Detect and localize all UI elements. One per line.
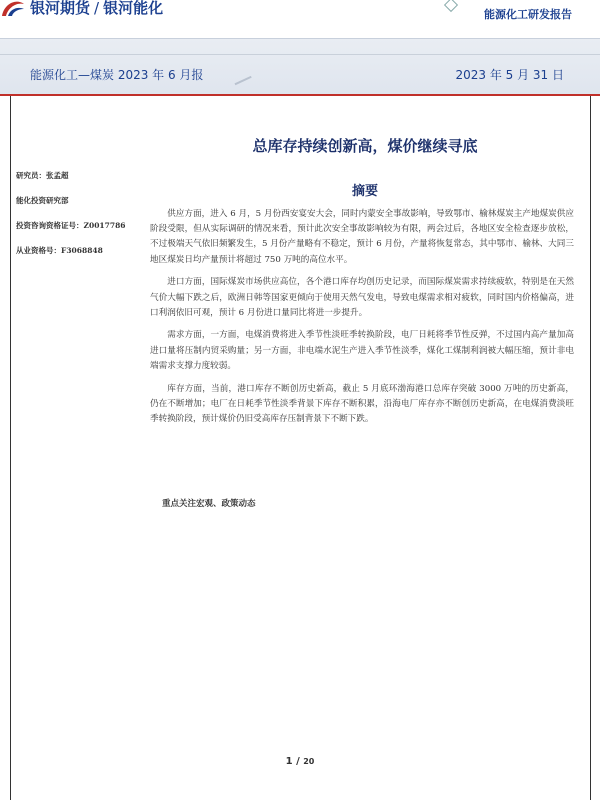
researcher: 研究员：张孟超 — [16, 171, 69, 180]
abstract-body — [150, 207, 574, 435]
license-number: 投资咨询资格证号：Z0017786 — [16, 221, 126, 230]
galaxy-futures-logo-icon — [0, 0, 26, 18]
report-date: 2023 年 5 月 31 日 — [455, 68, 564, 82]
brand-name — [30, 0, 163, 18]
qualification-number: 从业资格号：F3068848 — [16, 246, 103, 255]
page-current: 1 — [285, 756, 293, 767]
series-title: 能源化工—煤炭 2023 年 6 月报 — [30, 68, 204, 82]
diamond-icon — [444, 0, 458, 12]
paragraph-import: 进口方面，国际煤炭市场供应高位，各个港口库存均创历史记录，而国际煤炭需求持续疲软，特别是在天然气价大幅下跌之后，欧洲日韩等国家更倾向于使用天然气发电，导致电煤需求相对疲软，同时国内价格偏高，进口利润依旧可观，预计 6 月份进口量同比将进一步提升。 — [150, 277, 574, 318]
page-total: 20 — [303, 757, 315, 766]
focus-line: 重点关注宏观、政策动态 — [162, 499, 256, 509]
paragraph-demand: 需求方面，一方面，电煤消费将进入季节性淡旺季转换阶段，电厂日耗将季节性反弹，不过国内高产量加高进口量将压制内贸采购量；另一方面，非电端水泥生产进入季节性淡季，煤化工煤制利润被大幅压缩，预计非电端需求支撑力度较弱。 — [150, 330, 574, 371]
top-header — [0, 0, 600, 38]
page-separator: / — [296, 756, 300, 767]
brand-left: 银河期货 — [30, 0, 91, 17]
page-number — [0, 756, 600, 767]
document-title: 总库存持续创新高，煤价继续寻底 — [252, 137, 478, 155]
paragraph-inventory: 库存方面，当前，港口库存不断创历史新高，截止 5 月底环渤海港口总库存突破 3000 万吨的历史新高，仍在不断增加；电厂在日耗季节性淡季背景下库存不断积累，沿海电厂库存亦不断创历史新高，在电煤消费淡旺季转换阶段，预计煤价仍旧受高库存压制背景下不断下跌。 — [150, 383, 574, 424]
report-kind: 能源化工研发报告 — [484, 8, 572, 21]
brand-separator: / — [94, 0, 100, 17]
paragraph-supply: 供应方面，进入 6 月，5 月份西安宴安大会，同时内蒙安全事故影响，导致鄂市、榆林煤炭主产地煤炭供应阶段受限，但从实际调研的情况来看，预计此次安全事故影响较为有限，两会过后，各地区安全检查逐步放松，不过极端天气依旧频繁发生，5 月份产量略有不稳定，预计 6 月份，产量将恢复常态，其中鄂市、榆林、大同三地区煤炭日均产量预计将超过 750 万吨的高位水平。 — [150, 209, 574, 265]
abstract-heading: 摘要 — [351, 184, 378, 199]
header-divider — [0, 54, 600, 55]
team: 能化投资研究部 — [16, 196, 69, 205]
brand-right: 银河能化 — [103, 0, 164, 17]
